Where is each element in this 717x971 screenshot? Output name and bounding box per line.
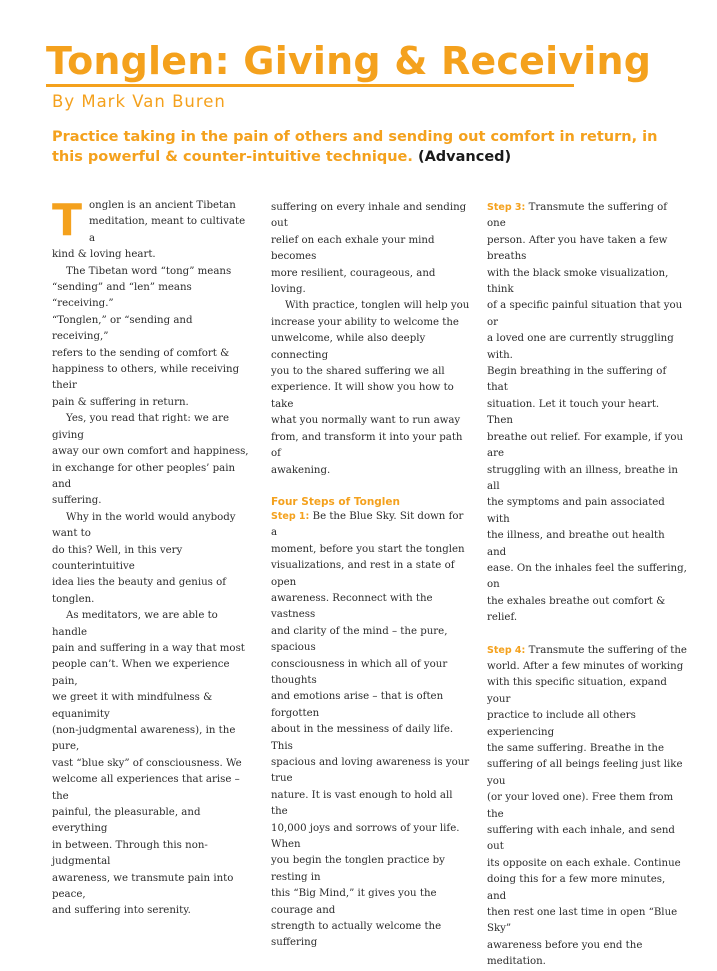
article-title: Tonglen: Giving & Receiving bbox=[46, 39, 652, 83]
difficulty-level: (Advanced) bbox=[417, 149, 512, 165]
article-deck bbox=[52, 127, 672, 167]
paragraph: Why in the world would anybody want to do this? Well, in this very counterintuitive idea lies the beauty and genius of tonglen. bbox=[52, 511, 236, 605]
paragraph: With practice, tonglen will help you increase your ability to welcome the unwelcome, while also deeply connecting you to the shared suffering we all experience. It will show you how to take what you normally want to run away from, and transform it into your path of awakening. bbox=[271, 300, 470, 476]
step-label: Step 4: bbox=[487, 644, 526, 656]
step-1-paragraph bbox=[271, 509, 471, 952]
paragraph: suffering on every inhale and sending out relief on each exhale your mind becomes more resilient, courageous, and loving. bbox=[271, 202, 467, 296]
step-text: Be the Blue Sky. Sit down for a moment, before you start the tonglen visualizations, and rest in a state of open awareness. Reconnect with the vastness and clarity of the mind – the pure, spacious consciousness in which all of your thoughts and emotions arise – that is often forgotten about in the messiness of daily life. This spacious and loving awareness is your true nature. It is vast enough to hold all the 10,000 joys and sorrows of your life. When you begin the tonglen practice by resting in this “Big Mind,” it gives you the courage and strength to actually welcome the suffering bbox=[271, 510, 470, 949]
step-label: Step 1: bbox=[271, 510, 310, 522]
paragraph: Yes, you read that right: we are giving away our own comfort and happiness, in exchange for other peoples’ pain and suffering. bbox=[52, 413, 249, 507]
step-label: Step 3: bbox=[487, 202, 526, 213]
paragraph: The Tibetan word “tong” means “sending” and “len” means “receiving.” “Tonglen,” or “sending and receiving,” refers to the sending of comfort & happiness to others, while receiving their pain & suffering in return. bbox=[52, 265, 240, 408]
step-text: Transmute the suffering of the world. After a few minutes of working with this specific situation, expand your practice to include all others experiencing the same suffering. Breathe in the suffering of all beings feeling just like you (or your loved one). Free them from the suffering with each inhale, and send out its opposite on each exhale. Continue doing this for a few more minutes, and then rest one last time in open “Blue Sky” awareness before you end the meditation. bbox=[487, 644, 687, 968]
byline: By Mark Van Buren bbox=[52, 92, 226, 111]
paragraph: As meditators, we are able to handle pain and suffering in a way that most people can’t. When we experience pain, we greet it with mindfulness & equanimity (non-judgmental awareness), in the pure, vast “blue sky” of consciousness. We welcome all experiences that arise – the painful, the pleasurable, and everything in between. Through this non-judgmental awareness, we transmute pain into peace, and suffering into serenity. bbox=[52, 610, 245, 917]
step-text: Transmute the suffering of one person. After you have taken a few breaths with the black smoke visualization, think of a specific painful situation that you or a loved one are currently struggling with. Begin breathing in the suffering of that situation. Let it touch your heart. Then breathe out relief. For example, if you are struggling with an illness, breathe in all the symptoms and pain associated with the illness, and breathe out health and ease. On the inhales feel the suffering, on the exhales breathe out comfort & relief. bbox=[487, 202, 687, 624]
step-3-paragraph bbox=[487, 200, 687, 627]
column-3 bbox=[487, 200, 687, 971]
section-subheading: Four Steps of Tonglen bbox=[271, 495, 400, 508]
step-4-paragraph bbox=[487, 643, 687, 971]
deck-text: Practice taking in the pain of others and sending out comfort in return, in this powerful & counter-intuitive technique. bbox=[52, 129, 658, 165]
spacer bbox=[487, 627, 687, 643]
title-underline bbox=[46, 84, 574, 87]
column-2 bbox=[271, 200, 471, 952]
drop-cap: T bbox=[52, 195, 83, 246]
paragraph-intro: onglen is an ancient Tibetan meditation, meant to cultivate a kind & loving heart. bbox=[52, 200, 246, 261]
column-1 bbox=[52, 195, 252, 920]
